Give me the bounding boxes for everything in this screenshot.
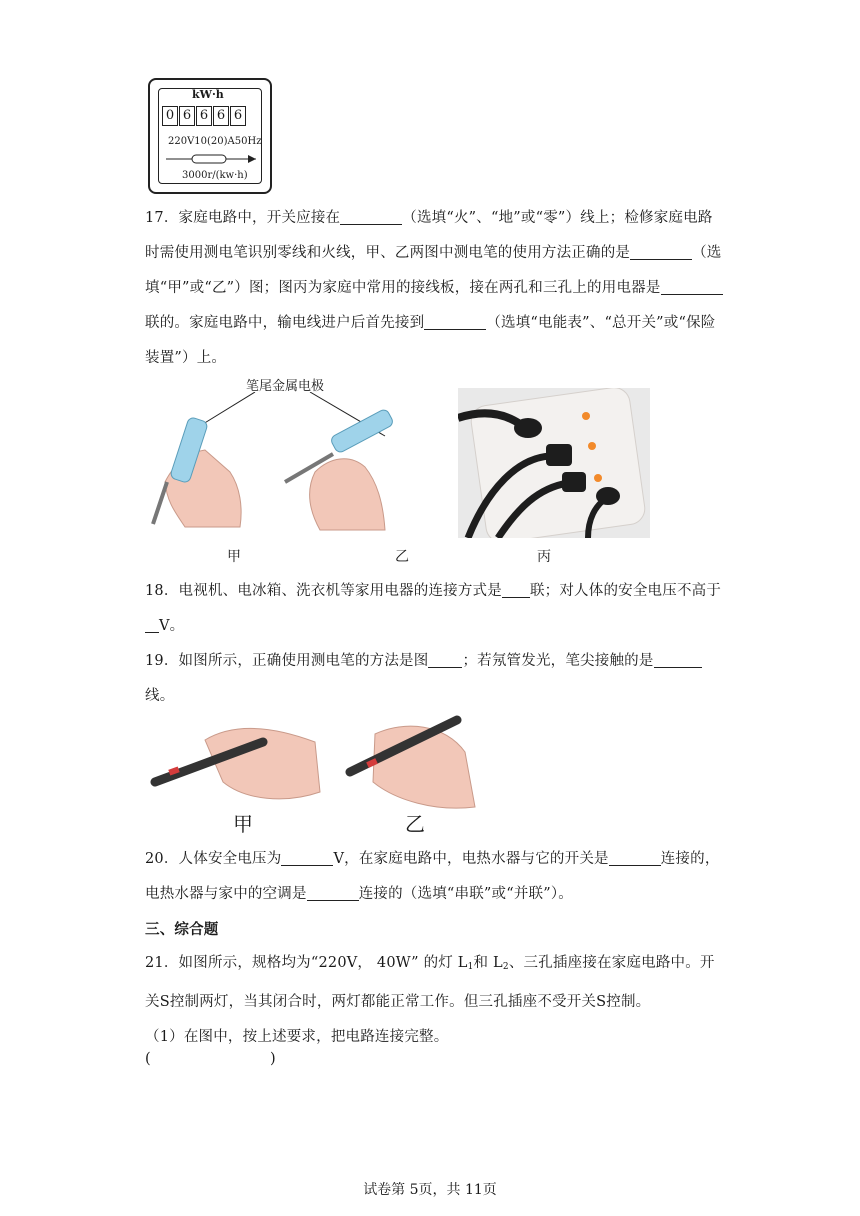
electricity-meter-figure bbox=[148, 78, 272, 194]
answer-blank[interactable] bbox=[428, 650, 462, 668]
question-18 bbox=[145, 574, 723, 644]
meter-digits bbox=[162, 106, 247, 126]
figure-label-pen-electrode: 笔尾金属电极 bbox=[246, 379, 325, 394]
question-text: 、三孔插座接在家庭电路中。开关S控制两灯，当其闭合时，两灯都能正常工作。但三孔插座不受开关S控制。 bbox=[145, 955, 715, 1010]
answer-blank[interactable] bbox=[424, 312, 486, 330]
subscript: 1 bbox=[467, 962, 474, 972]
question-17 bbox=[145, 201, 723, 376]
question-text: 19．如图所示，正确使用测电笔的方法是图 bbox=[145, 653, 429, 669]
answer-blank[interactable] bbox=[502, 580, 530, 598]
question-text: （选填“火”、“地”或“零”）线上；检修家庭电路时需使用测电笔识别零线和火线，甲、乙两图中测电笔的使用方法正确的是 bbox=[145, 210, 713, 261]
meter-digit: 0 bbox=[162, 106, 178, 126]
question-text: 连接的（选填“串联”或“并联”）。 bbox=[358, 886, 574, 902]
answer-parentheses[interactable] bbox=[145, 1051, 285, 1067]
answer-blank[interactable] bbox=[630, 242, 692, 260]
answer-blank[interactable] bbox=[609, 848, 661, 866]
question-text: 18．电视机、电冰箱、洗衣机等家用电器的连接方式是 bbox=[145, 583, 502, 599]
answer-blank[interactable] bbox=[340, 207, 402, 225]
answer-blank[interactable] bbox=[661, 277, 723, 295]
power-strip-photo bbox=[458, 388, 650, 538]
question-text: 21．如图所示，规格均为“220V， 40W” 的灯 L bbox=[145, 955, 468, 971]
question-text: V，在家庭电路中，电热水器与它的开关是 bbox=[333, 851, 609, 867]
answer-blank[interactable] bbox=[654, 650, 702, 668]
figure-caption: 甲 bbox=[227, 549, 241, 565]
meter-disc-icon bbox=[164, 152, 258, 166]
answer-blank[interactable] bbox=[307, 883, 359, 901]
question-text: 17．家庭电路中，开关应接在 bbox=[145, 210, 341, 226]
meter-digit: 6 bbox=[213, 106, 229, 126]
question-text: 20．人体安全电压为 bbox=[145, 851, 282, 867]
question-text: 和 L bbox=[473, 955, 503, 971]
paren-close: ) bbox=[270, 1051, 276, 1067]
question-text: 联的。家庭电路中，输电线进户后首先接到 bbox=[145, 315, 425, 331]
meter-digit: 6 bbox=[196, 106, 212, 126]
figure-caption: 乙 bbox=[395, 549, 409, 565]
meter-unit: kW·h bbox=[192, 88, 224, 101]
question-text: 连接的，电热水器与家中的空调是 bbox=[145, 851, 720, 902]
meter-digit: 6 bbox=[179, 106, 195, 126]
question-text: （选填“电能表”、“总开关”或“保险装置”）上。 bbox=[145, 315, 716, 366]
question-subpart: （1）在图中，按上述要求，把电路连接完整。 bbox=[145, 1029, 449, 1045]
question-19 bbox=[145, 644, 723, 714]
section-title: 三、综合题 bbox=[145, 921, 219, 938]
answer-blank[interactable] bbox=[281, 848, 333, 866]
figure-caption: 乙 bbox=[405, 812, 425, 836]
meter-constant: 3000r/(kw·h) bbox=[182, 170, 248, 181]
question-text: ；若氖管发光，笔尖接触的是 bbox=[462, 653, 654, 669]
answer-blank[interactable] bbox=[145, 615, 159, 633]
question-text: V。 bbox=[159, 618, 185, 634]
question-20 bbox=[145, 842, 723, 912]
question-text: （选填“甲”或“乙”）图；图丙为家庭中常用的接线板，接在两孔和三孔上的用电器是 bbox=[145, 245, 722, 296]
test-pen-hands-figure bbox=[145, 392, 410, 532]
question-text: 线。 bbox=[145, 688, 175, 704]
question-21 bbox=[145, 946, 723, 1055]
question-text: 联；对人体的安全电压不高于 bbox=[529, 583, 722, 599]
meter-rating: 220V10(20)A50Hz bbox=[168, 136, 262, 147]
subscript: 2 bbox=[502, 962, 509, 972]
figure-caption: 丙 bbox=[537, 549, 551, 565]
test-pen-figure-19 bbox=[145, 712, 495, 812]
meter-digit: 6 bbox=[230, 106, 246, 126]
page-footer: 试卷第 5页，共 11页 bbox=[363, 1182, 497, 1198]
paren-open: ( bbox=[145, 1051, 151, 1067]
figure-caption: 甲 bbox=[233, 812, 253, 836]
